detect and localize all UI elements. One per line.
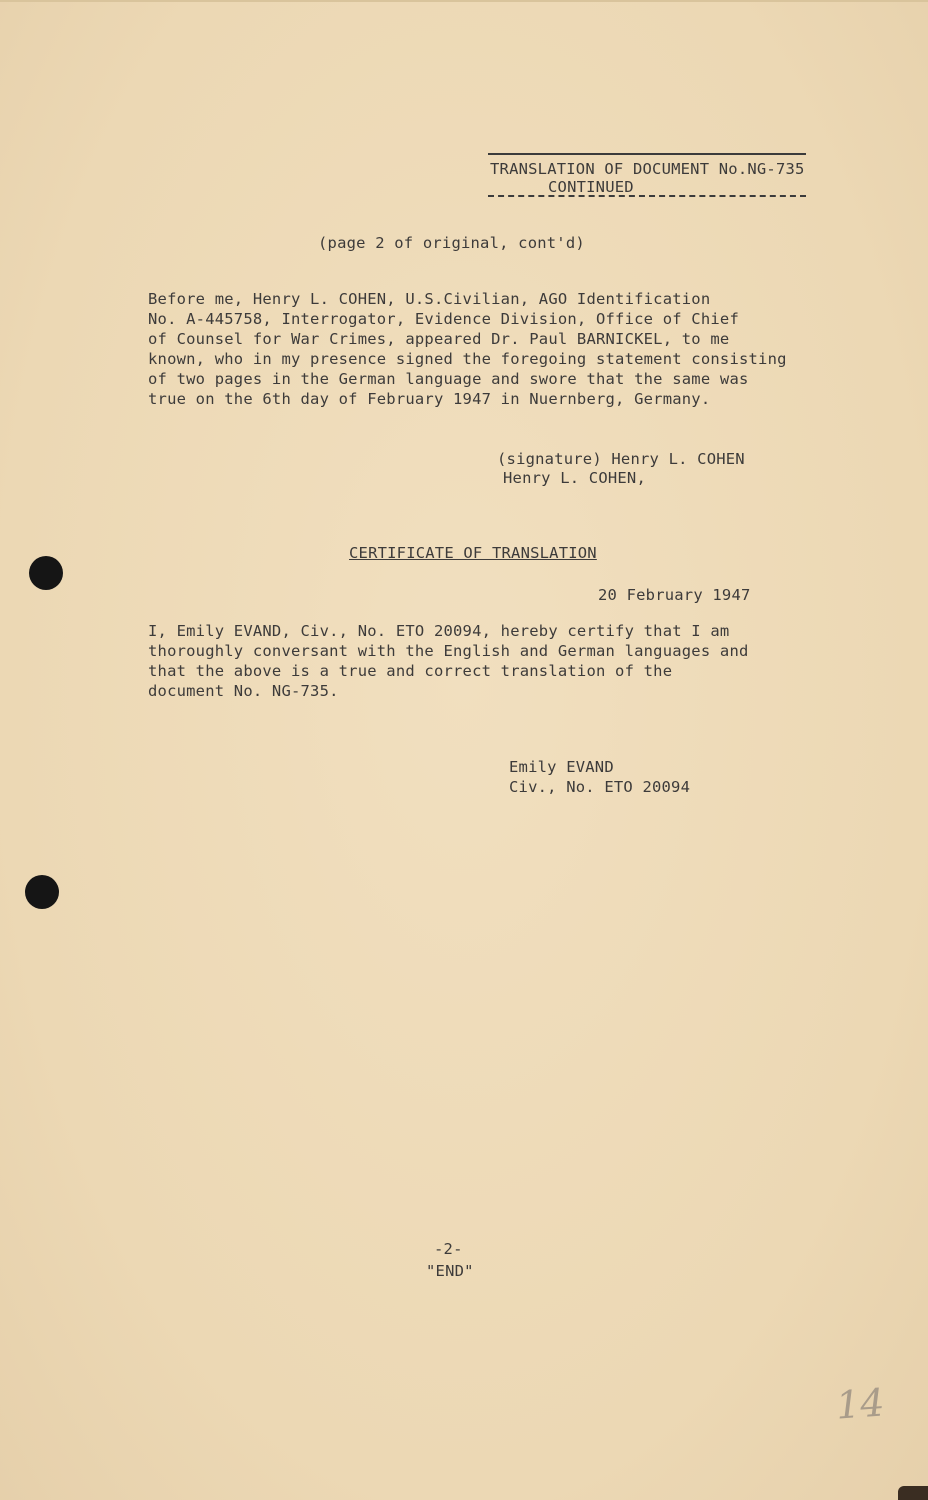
certificate-line: that the above is a true and correct translation of the [148,662,673,680]
signature-line: (signature) Henry L. COHEN [497,450,745,468]
certificate-date: 20 February 1947 [598,586,751,604]
signature-name: Henry L. COHEN, [503,469,646,487]
punch-hole-lower [25,875,59,909]
end-mark: "END" [426,1262,474,1280]
document-title: TRANSLATION OF DOCUMENT No.NG-735 [490,160,805,178]
page-number: -2- [434,1240,463,1258]
translator-name: Emily EVAND [509,758,614,776]
statement-line: of two pages in the German language and swore that the same was [148,370,749,388]
header-rule-top [488,153,806,155]
certificate-title: CERTIFICATE OF TRANSLATION [349,544,597,562]
binder-corner [898,1486,928,1500]
statement-line: known, who in my presence signed the foregoing statement consisting [148,350,787,368]
punch-hole-upper [29,556,63,590]
translator-id: Civ., No. ETO 20094 [509,778,691,796]
statement-line: Before me, Henry L. COHEN, U.S.Civilian, AGO Identification [148,290,711,308]
statement-line: No. A-445758, Interrogator, Evidence Division, Office of Chief [148,310,739,328]
document-subtitle: CONTINUED [548,178,634,196]
certificate-line: I, Emily EVAND, Civ., No. ETO 20094, hereby certify that I am [148,622,730,640]
certificate-line: thoroughly conversant with the English and German languages and [148,642,749,660]
handwritten-page-number: 14 [834,1380,886,1428]
header-rule-bottom [488,195,806,197]
certificate-line: document No. NG-735. [148,682,339,700]
statement-line: true on the 6th day of February 1947 in Nuernberg, Germany. [148,390,711,408]
page-note: (page 2 of original, cont'd) [318,234,585,252]
statement-line: of Counsel for War Crimes, appeared Dr. Paul BARNICKEL, to me [148,330,730,348]
paper-edge [0,0,928,2]
